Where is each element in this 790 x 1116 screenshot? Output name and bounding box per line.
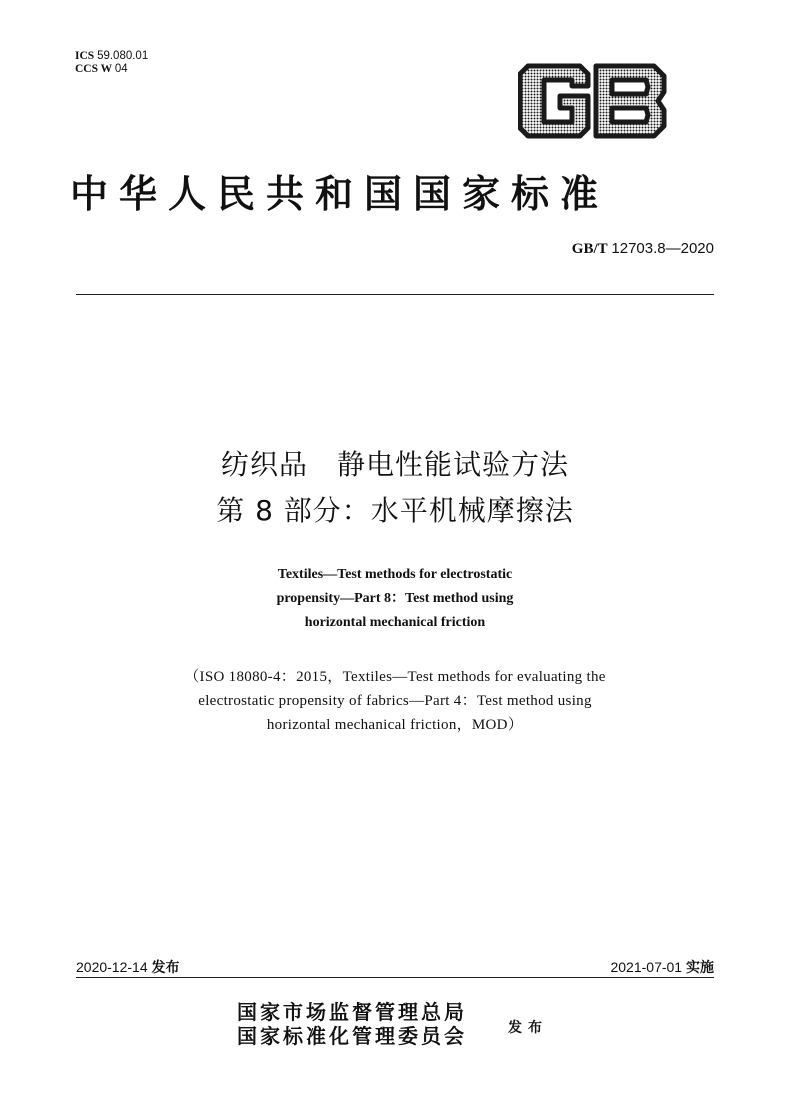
chinese-title-line-1: 纺织品 静电性能试验方法 (220, 448, 569, 481)
iso-reference-line-3: horizontal mechanical friction，MOD） (266, 717, 524, 733)
implementation-date (610, 957, 714, 977)
issue-date-value: 2020-12-14 (76, 959, 148, 975)
ccs-value: 04 (114, 63, 128, 75)
ics-label: ICS (75, 50, 95, 62)
implementation-date-word: 实施 (686, 960, 714, 976)
iso-reference-line-2: electrostatic propensity of fabrics—Part 4：Test method using (198, 693, 592, 709)
issue-date (76, 957, 180, 977)
issuer-line-2: 国家标准化管理委员会 (237, 1026, 467, 1048)
bottom-divider (76, 977, 714, 978)
issuer-line-1: 国家市场监督管理总局 (237, 1002, 467, 1024)
gb-logo-icon (518, 60, 668, 142)
ccs-label: CCS W (75, 63, 112, 75)
english-title-line-3: horizontal mechanical friction (304, 615, 486, 630)
ccs-code (75, 63, 148, 76)
chinese-title-line-2: 第 8 部分：水平机械摩擦法 (216, 494, 574, 527)
standard-code: 12703.8—2020 (611, 240, 714, 257)
chinese-title (0, 442, 790, 534)
iso-reference-line-1: （ISO 18080-4：2015，Textiles—Test methods for evaluating the (184, 669, 606, 685)
ics-value: 59.080.01 (97, 50, 149, 62)
english-title-line-1: Textiles—Test methods for electrostatic (277, 567, 513, 582)
top-divider (76, 294, 714, 295)
publish-label: 发布 (508, 1021, 548, 1036)
implementation-date-value: 2021-07-01 (610, 959, 683, 975)
classification-codes (75, 50, 148, 76)
standard-number (572, 240, 714, 258)
issuing-authorities (237, 1001, 467, 1049)
ics-code (75, 50, 148, 63)
english-title-line-2: propensity—Part 8：Test method using (276, 591, 514, 606)
standard-type-title: 中华人民共和国国家标准 (70, 174, 610, 216)
issue-date-word: 发布 (151, 960, 180, 976)
english-title (0, 563, 790, 635)
standard-prefix: GB/T (571, 241, 608, 257)
iso-reference (0, 665, 790, 737)
